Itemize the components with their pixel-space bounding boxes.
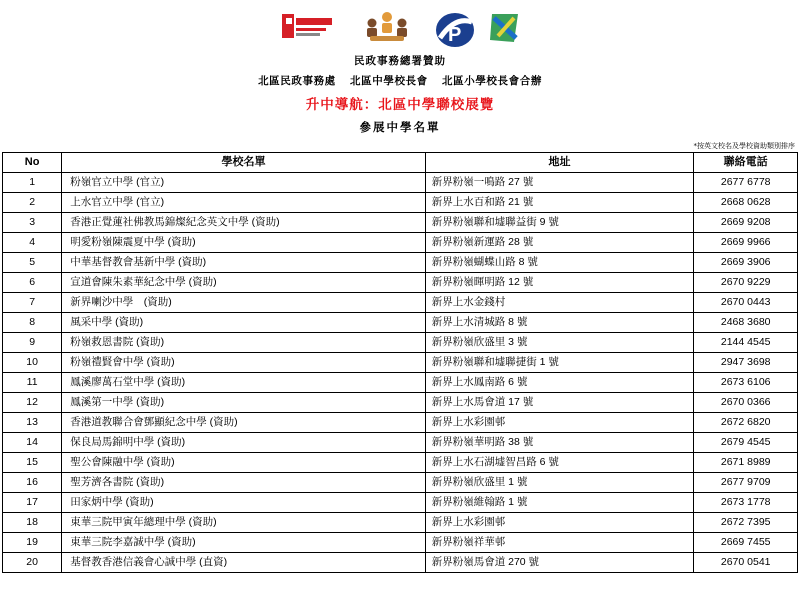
- cell-phone: 2679 4545: [694, 433, 798, 453]
- cell-phone: 2673 1778: [694, 493, 798, 513]
- cell-address: 新界粉嶺欣盛里 1 號: [425, 473, 694, 493]
- table-body: [3, 173, 798, 573]
- cell-no: 18: [3, 513, 62, 533]
- cell-name: 聖芳濟各書院 (資助): [62, 473, 425, 493]
- cell-address: 新界粉嶺華明路 38 號: [425, 433, 694, 453]
- cell-address: 新界上水彩園邨: [425, 513, 694, 533]
- cell-name: 鳳溪廖萬石堂中學 (資助): [62, 373, 425, 393]
- cell-name: 聖公會陳融中學 (資助): [62, 453, 425, 473]
- header-no: No: [3, 153, 62, 173]
- table-row: [3, 353, 798, 373]
- table-row: [3, 193, 798, 213]
- cell-address: 新界上水百和路 21 號: [425, 193, 694, 213]
- flag-logo-icon: [488, 10, 522, 46]
- cell-no: 2: [3, 193, 62, 213]
- table-row: [3, 253, 798, 273]
- table-row: [3, 513, 798, 533]
- cell-phone: 2668 0628: [694, 193, 798, 213]
- svg-text:P: P: [448, 24, 462, 46]
- cell-address: 新界粉嶺維翰路 1 號: [425, 493, 694, 513]
- cell-no: 7: [3, 293, 62, 313]
- header-name: 學校名單: [62, 153, 425, 173]
- cell-no: 1: [3, 173, 62, 193]
- cell-phone: 2671 8989: [694, 453, 798, 473]
- cell-name: 上水官立中學 (官立): [62, 193, 425, 213]
- cell-address: 新界粉嶺聯和墟聯捷街 1 號: [425, 353, 694, 373]
- cell-name: 東華三院李嘉誠中學 (資助): [62, 533, 425, 553]
- sort-note: *按英文校名及學校資助類別排序: [693, 142, 795, 150]
- cell-phone: 2468 3680: [694, 313, 798, 333]
- cell-address: 新界粉嶺蝴蝶山路 8 號: [425, 253, 694, 273]
- cell-name: 明愛粉嶺陳震夏中學 (資助): [62, 233, 425, 253]
- cell-no: 12: [3, 393, 62, 413]
- table-row: [3, 313, 798, 333]
- table-row: [3, 273, 798, 293]
- cell-address: 新界上水清城路 8 號: [425, 313, 694, 333]
- cell-no: 13: [3, 413, 62, 433]
- cell-no: 20: [3, 553, 62, 573]
- cell-name: 東華三院甲寅年總理中學 (資助): [62, 513, 425, 533]
- cell-phone: 2677 6778: [694, 173, 798, 193]
- cell-no: 9: [3, 333, 62, 353]
- cell-address: 新界粉嶺暉明路 12 號: [425, 273, 694, 293]
- cell-address: 新界上水金錢村: [425, 293, 694, 313]
- organizer-2: 北區中學校長會: [350, 75, 428, 87]
- cell-no: 6: [3, 273, 62, 293]
- cell-name: 香港道教聯合會鄧顯紀念中學 (資助): [62, 413, 425, 433]
- cell-phone: 2670 9229: [694, 273, 798, 293]
- cell-name: 田家炳中學 (資助): [62, 493, 425, 513]
- organizers-line: [0, 73, 800, 88]
- cell-no: 4: [3, 233, 62, 253]
- table-row: [3, 533, 798, 553]
- cell-phone: 2677 9709: [694, 473, 798, 493]
- cell-phone: 2672 6820: [694, 413, 798, 433]
- table-row: [3, 553, 798, 573]
- cell-phone: 2669 9208: [694, 213, 798, 233]
- cell-no: 8: [3, 313, 62, 333]
- cell-name: 粉嶺官立中學 (官立): [62, 173, 425, 193]
- table-row: [3, 473, 798, 493]
- cell-name: 香港正覺蓮社佛教馬錦燦紀念英文中學 (資助): [62, 213, 425, 233]
- cell-phone: 2669 7455: [694, 533, 798, 553]
- organizer-1: 北區民政事務處: [258, 75, 336, 87]
- table-row: [3, 373, 798, 393]
- cell-phone: 2669 3906: [694, 253, 798, 273]
- cell-phone: 2670 0366: [694, 393, 798, 413]
- cell-name: 宣道會陳朱素華紀念中學 (資助): [62, 273, 425, 293]
- schools-table: [2, 152, 798, 573]
- cell-address: 新界粉嶺馬會道 270 號: [425, 553, 694, 573]
- cell-no: 17: [3, 493, 62, 513]
- cell-address: 新界上水石湖墟智昌路 6 號: [425, 453, 694, 473]
- cell-name: 粉嶺救恩書院 (資助): [62, 333, 425, 353]
- cell-no: 14: [3, 433, 62, 453]
- cell-address: 新界上水鳳南路 6 號: [425, 373, 694, 393]
- cell-no: 16: [3, 473, 62, 493]
- sponsor-logos: [0, 10, 800, 52]
- cell-phone: 2144 4545: [694, 333, 798, 353]
- header-phone: 聯絡電話: [694, 153, 798, 173]
- table-row: [3, 213, 798, 233]
- cell-address: 新界粉嶺新運路 28 號: [425, 233, 694, 253]
- cell-phone: 2670 0541: [694, 553, 798, 573]
- table-row: [3, 413, 798, 433]
- cell-name: 保良局馬錦明中學 (資助): [62, 433, 425, 453]
- cell-name: 基督教香港信義會心誠中學 (直資): [62, 553, 425, 573]
- cell-phone: 2672 7395: [694, 513, 798, 533]
- cell-phone: 2947 3698: [694, 353, 798, 373]
- table-row: [3, 453, 798, 473]
- cell-no: 5: [3, 253, 62, 273]
- cell-no: 11: [3, 373, 62, 393]
- cell-phone: 2669 9966: [694, 233, 798, 253]
- table-row: [3, 433, 798, 453]
- list-title: 參展中學名單: [359, 120, 441, 134]
- cell-name: 風采中學 (資助): [62, 313, 425, 333]
- table-row: [3, 293, 798, 313]
- cell-name: 中華基督教會基新中學 (資助): [62, 253, 425, 273]
- cell-address: 新界粉嶺祥華邨: [425, 533, 694, 553]
- service-logo-icon: [280, 10, 334, 44]
- cell-no: 3: [3, 213, 62, 233]
- cell-address: 新界粉嶺聯和墟聯益街 9 號: [425, 213, 694, 233]
- sponsor-line: 民政事務總署贊助: [354, 55, 446, 67]
- cell-no: 10: [3, 353, 62, 373]
- table-row: [3, 493, 798, 513]
- table-row: [3, 233, 798, 253]
- table-row: [3, 333, 798, 353]
- cell-no: 19: [3, 533, 62, 553]
- people-meeting-logo-icon: [362, 10, 412, 46]
- table-row: [3, 393, 798, 413]
- cell-phone: 2673 6106: [694, 373, 798, 393]
- organizer-3: 北區小學校長會合辦: [442, 75, 542, 87]
- cell-name: 鳳溪第一中學 (資助): [62, 393, 425, 413]
- header-address: 地址: [425, 153, 694, 173]
- cell-name: 新界喇沙中學 (資助): [62, 293, 425, 313]
- cell-no: 15: [3, 453, 62, 473]
- cell-address: 新界上水馬會道 17 號: [425, 393, 694, 413]
- p-logo-icon: [434, 10, 476, 50]
- cell-phone: 2670 0443: [694, 293, 798, 313]
- table-row: [3, 173, 798, 193]
- table-header-row: [3, 153, 798, 173]
- cell-address: 新界粉嶺欣盛里 3 號: [425, 333, 694, 353]
- cell-address: 新界上水彩園邨: [425, 413, 694, 433]
- cell-name: 粉嶺禮賢會中學 (資助): [62, 353, 425, 373]
- event-title: 升中導航：北區中學聯校展覽: [305, 97, 495, 113]
- cell-address: 新界粉嶺一鳴路 27 號: [425, 173, 694, 193]
